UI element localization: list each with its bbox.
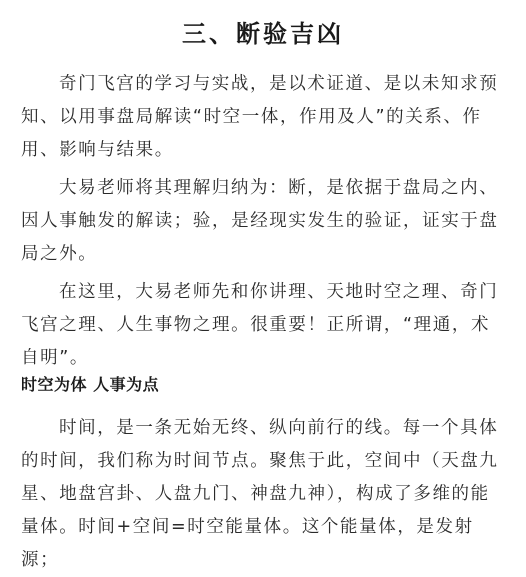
paragraph-definition: 大易老师将其理解归纳为：断，是依据于盘局之内、因人事触发的解读；验，是经现实发生的验证，证实于盘局之外。 [21,178,499,264]
section-title: 三、断验吉凶 [182,20,344,48]
paragraph-principle: 在这里，大易老师先和你讲理、天地时空之理、奇门飞宫之理、人生事物之理。很重要！正所谓，“理通，术自明”。 [21,282,499,368]
paragraph-time-space: 时间，是一条无始无终、纵向前行的线。每一个具体的时间，我们称为时间节点。聚焦于此，空间中（天盘九星、地盘宫卦、人盘九门、神盘九神），构成了多维的能量体。时间+空间=时空能量体。这个能量体，是发射源； [21,418,499,570]
subheading: 时空为体 人事为点 [21,375,160,394]
paragraph-intro: 奇门飞宫的学习与实战，是以术证道、是以未知求预知、以用事盘局解读“时空一体，作用及人”的关系、作用、影响与结果。 [21,74,499,160]
